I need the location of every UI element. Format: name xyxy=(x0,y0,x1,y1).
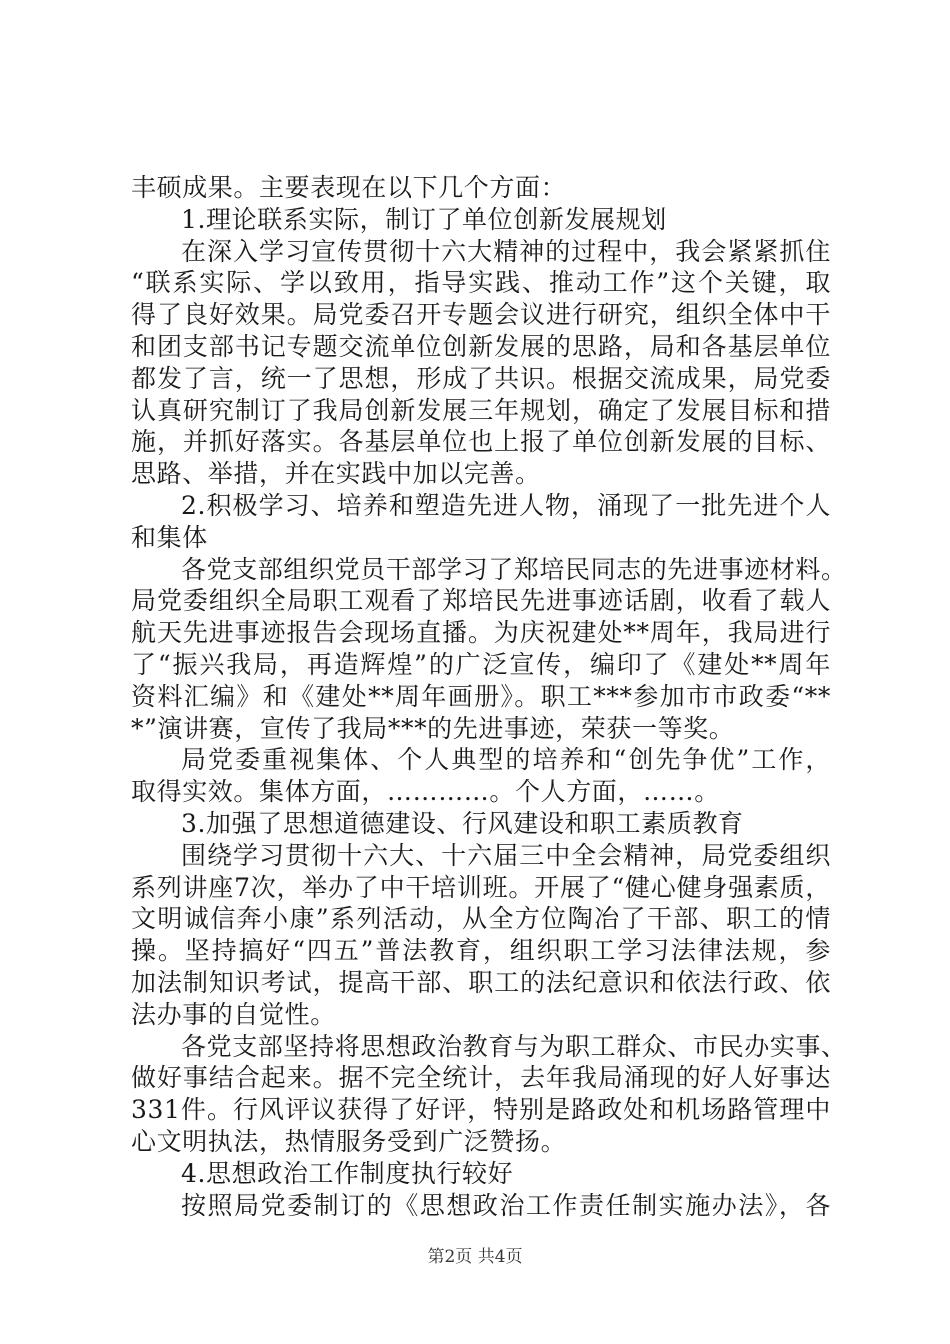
text-line: 和集体 xyxy=(131,522,208,552)
text-line: *”演讲赛，宣传了我局***的先进事迹，荣获一等奖。 xyxy=(131,713,735,743)
text-line: 系列讲座7次，举办了中干培训班。开展了“健心健身强素质， xyxy=(131,872,831,902)
text-line: 法办事的自觉性。 xyxy=(131,999,336,1029)
text-line: 心文明执法，热情服务受到广泛赞扬。 xyxy=(131,1126,567,1156)
text-line: 文明诚信奔小康”系列活动，从全方位陶冶了干部、职工的情 xyxy=(131,904,831,934)
text-line: 按照局党委制订的《思想政治工作责任制实施办法》，各 xyxy=(181,1190,831,1220)
text-line: 操。坚持搞好“四五”普法教育，组织职工学习法律法规，参 xyxy=(131,936,831,966)
text-line: 1.理论联系实际，制订了单位创新发展规划 xyxy=(181,204,667,234)
text-line: 航天先进事迹报告会现场直播。为庆祝建处**周年，我局进行 xyxy=(131,618,831,648)
text-line: 在深入学习宣传贯彻十六大精神的过程中，我会紧紧抓住 xyxy=(181,236,831,266)
text-line: “联系实际、学以致用，指导实践、推动工作”这个关键，取 xyxy=(131,268,831,298)
text-line: 思路、举措，并在实践中加以完善。 xyxy=(131,459,541,489)
text-line: 资料汇编》和《建处**周年画册》。职工***参加市市政委“** xyxy=(131,681,831,711)
text-line: 331件。行风评议获得了好评，特别是路政处和机场路管理中 xyxy=(131,1095,831,1125)
text-line: 丰硕成果。主要表现在以下几个方面： xyxy=(131,173,567,202)
document-body xyxy=(131,172,847,1221)
text-line: 围绕学习贯彻十六大、十六届三中全会精神，局党委组织 xyxy=(181,840,831,870)
text-line: 都发了言，统一了思想，形成了共识。根据交流成果，局党委 xyxy=(131,363,831,393)
text-line: 4.思想政治工作制度执行较好 xyxy=(181,1158,514,1188)
text-line: 取得实效。集体方面，…………。个人方面，……。 xyxy=(131,777,720,807)
text-line: 3.加强了思想道德建设、行风建设和职工素质教育 xyxy=(181,808,744,838)
text-line: 各党支部组织党员干部学习了郑培民同志的先进事迹材料。 xyxy=(181,554,847,584)
text-line: 认真研究制订了我局创新发展三年规划，确定了发展目标和措 xyxy=(131,395,831,425)
text-line: 2.积极学习、培养和塑造先进人物，涌现了一批先进个人 xyxy=(181,490,831,520)
text-line: 局党委重视集体、个人典型的培养和“创先争优”工作， xyxy=(181,745,831,775)
text-line: 得了良好效果。局党委召开专题会议进行研究，组织全体中干 xyxy=(131,300,831,330)
page-footer: 第2页 共4页 xyxy=(427,1247,523,1267)
text-line: 了“振兴我局，再造辉煌”的广泛宣传，编印了《建处**周年 xyxy=(131,649,831,679)
text-line: 加法制知识考试，提高干部、职工的法纪意识和依法行政、依 xyxy=(131,967,831,997)
text-line: 施，并抓好落实。各基层单位也上报了单位创新发展的目标、 xyxy=(131,427,831,457)
text-line: 各党支部坚持将思想政治教育与为职工群众、市民办实事、 xyxy=(181,1031,847,1061)
text-line: 局党委组织全局职工观看了郑培民先进事迹话剧，收看了载人 xyxy=(131,586,831,616)
text-line: 做好事结合起来。据不完全统计，去年我局涌现的好人好事达 xyxy=(131,1063,831,1093)
text-line: 和团支部书记专题交流单位创新发展的思路，局和各基层单位 xyxy=(131,331,831,361)
